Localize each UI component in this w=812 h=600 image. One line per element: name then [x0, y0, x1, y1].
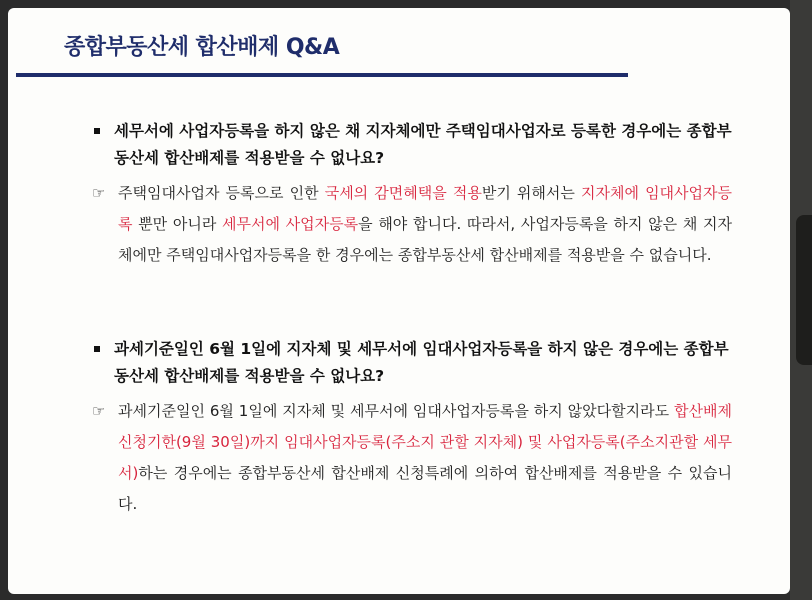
answer-1-highlight-2: 지자체에 임대사업자등록	[118, 184, 733, 233]
answer-1-text: 주택임대사업자 등록으로 인한	[118, 184, 325, 202]
question-2	[92, 336, 732, 390]
answer-1-text-3: 뿐만 아니라	[132, 215, 223, 233]
question-1	[92, 118, 732, 172]
answer-1-text-2: 받기 위해서는	[481, 184, 581, 202]
question-1-text: 세무서에 사업자등록을 하지 않은 채 지자체에만 주택임대사업자로 등록한 경우에는 종합부동산세 합산배제를 적용받을 수 없나요?	[114, 122, 732, 167]
qa-item-2	[92, 336, 732, 520]
slide-title: 종합부동산세 합산배제 Q&A	[64, 35, 340, 60]
answer-2-text: 과세기준일인 6월 1일에 지자체 및 세무서에 임대사업자등록을 하지 않았다할지라도	[118, 402, 675, 420]
slide	[8, 8, 790, 594]
answer-2-highlight-1: 합산배제 신청기한(9월 30일)까지 임대사업자등록(주소지 관할 지자체) 및 사업자등록(주소지관할 세무서)	[118, 402, 732, 482]
title-underline	[16, 73, 628, 77]
answer-1-highlight-3: 세무서에 사업자등록	[222, 215, 359, 233]
answer-2-text-2: 하는 경우에는 종합부동산세 합산배제 신청특례에 의하여 합산배제를 적용받을 수 있습니다.	[118, 464, 732, 513]
square-bullet-icon	[94, 128, 100, 134]
qa-item-1	[92, 118, 732, 271]
presenter-silhouette	[796, 215, 812, 365]
answer-1-text-4: 을 해야 합니다. 따라서, 사업자등록을 하지 않은 채 지자체에만 주택임대사업자등록을 한 경우에는 종합부동산세 합산배제를 적용받을 수 없습니다.	[118, 215, 732, 264]
square-bullet-icon	[94, 346, 100, 352]
pointing-hand-icon: ☞	[92, 184, 106, 202]
question-2-text: 과세기준일인 6월 1일에 지자체 및 세무서에 임대사업자등록을 하지 않은 경우에는 종합부동산세 합산배제를 적용받을 수 없나요?	[114, 340, 729, 385]
answer-1	[92, 178, 732, 271]
answer-1-highlight-1: 국세의 감면혜택을 적용	[324, 184, 482, 202]
answer-2	[92, 396, 732, 520]
pointing-hand-icon: ☞	[92, 402, 106, 420]
